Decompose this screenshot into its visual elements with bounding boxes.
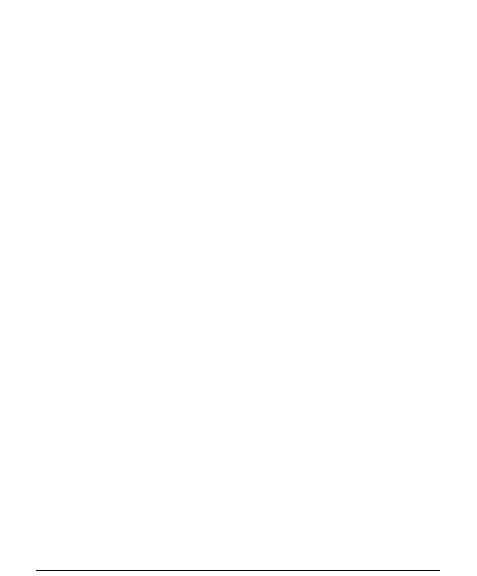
bottom-rule: [36, 570, 440, 571]
programming-table: [36, 44, 440, 566]
